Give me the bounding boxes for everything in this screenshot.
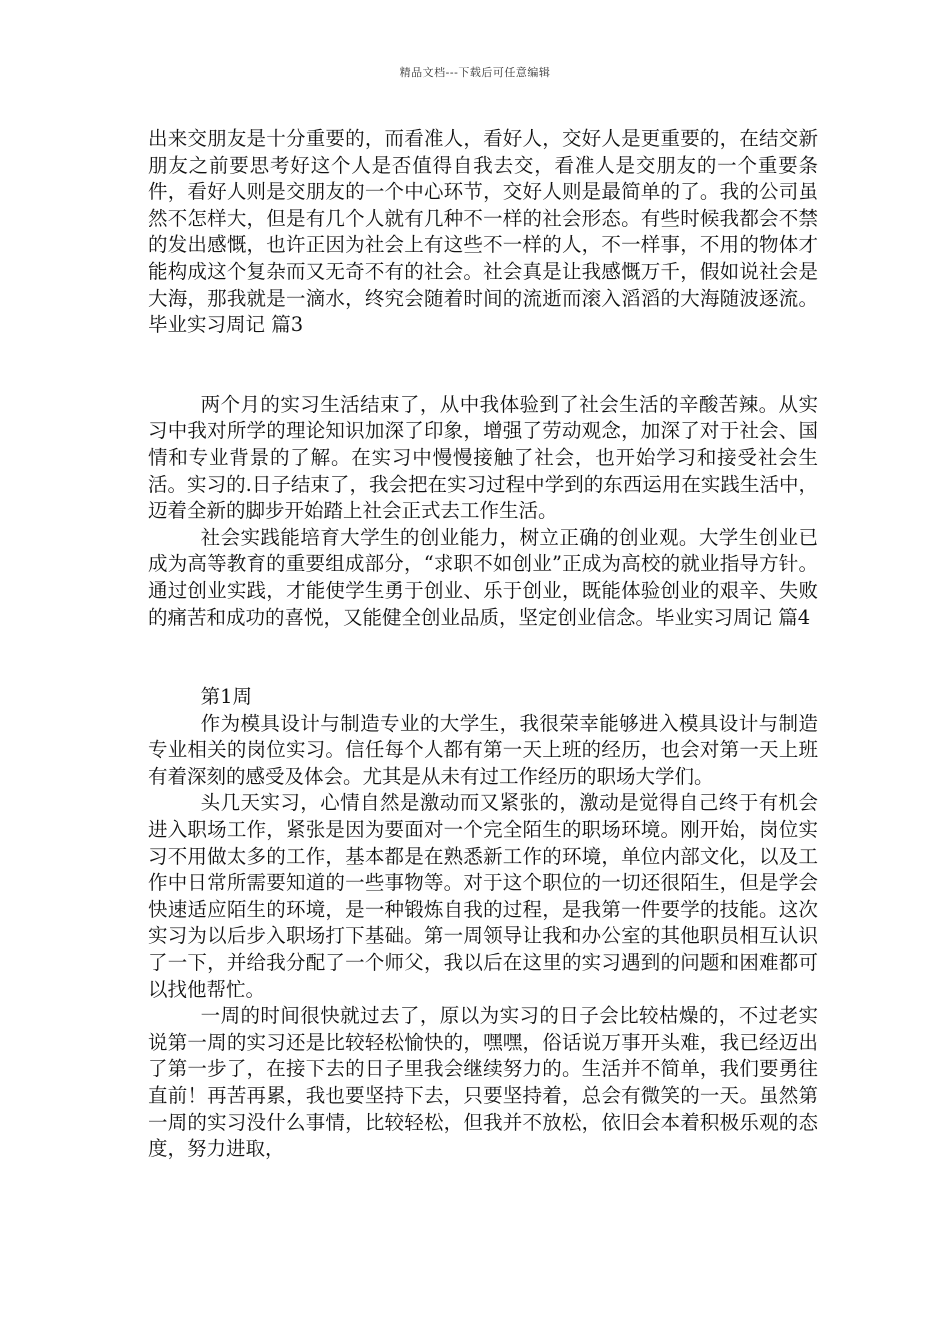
paragraph-spacer [148,339,818,392]
week-heading: 第1周 [200,685,253,709]
paragraph-5: 作为模具设计与制造专业的大学生，我很荣幸能够进入模具设计与制造专业相关的岗位实习。信任每个人都有第一天上班的经历，也会对第一天上班有着深刻的感受及体会。尤其是从未有过工作经历的职场大学们。 [148,711,818,788]
paragraph-3: 社会实践能培育大学生的创业能力，树立正确的创业观。大学生创业已成为高等教育的重要组成部分，“求职不如创业”正成为高校的就业指导方针。通过创业实践，才能使学生勇于创业、乐于创业，既能体验创业的艰辛、失败的痛苦和成功的喜悦，又能健全创业品质，坚定创业信念。毕业实习周记 篇4 [148,525,818,629]
paragraph-2: 两个月的实习生活结束了，从中我体验到了社会生活的辛酸苦辣。从实习中我对所学的理论知识加深了印象，增强了劳动观念，加深了对于社会、国情和专业背景的了解。在实习中慢慢接触了社会，也开始学习和接受社会生活。实习的.日子结束了，我会把在实习过程中学到的东西运用在实践生活中，迈着全新的脚步开始踏上社会正式去工作生活。 [148,392,818,523]
paragraph-6: 头几天实习，心情自然是激动而又紧张的，激动是觉得自己终于有机会进入职场工作，紧张是因为要面对一个完全陌生的职场环境。刚开始，岗位实习不用做太多的工作，基本都是在熟悉新工作的环境，单位内部文化，以及工作中日常所需要知道的一些事物等。对于这个职位的一切还很陌生，但是学会快速适应陌生的环境，是一种锻炼自我的过程，是我第一件要学的技能。这次实习为以后步入职场打下基础。第一周领导让我和办公室的其他职员相互认识了一下，并给我分配了一个师父，我以后在这里的实习遇到的问题和困难都可以找他帮忙。 [148,791,818,1001]
paragraph-7: 一周的时间很快就过去了，原以为实习的日子会比较枯燥的，不过老实说第一周的实习还是比较轻松愉快的，嘿嘿，俗话说万事开头难，我已经迈出了第一步了，在接下去的日子里我会继续努力的。生活并不简单，我们要勇往直前！再苦再累，我也要坚持下去，只要坚持着，总会有微笑的一天。虽然第一周的实习没什么事情，比较轻松，但我并不放松，依旧会本着积极乐观的态度，努力进取， [148,1004,818,1161]
paragraph-spacer [148,631,818,684]
paragraph-1: 出来交朋友是十分重要的，而看准人，看好人，交好人是更重要的，在结交新朋友之前要思考好这个人是否值得自我去交，看准人是交朋友的一个重要条件，看好人则是交朋友的一个中心环节，交好人则是最简单的了。我的公司虽然不怎样大，但是有几个人就有几种不一样的社会形态。有些时候我都会不禁的发出感慨，也许正因为社会上有这些不一样的人，不一样事，不用的物体才能构成这个复杂而又无奇不有的社会。社会真是让我感慨万千，假如说社会是大海，那我就是一滴水，终究会随着时间的流逝而滚入滔滔的大海随波逐流。毕业实习周记 篇3 [148,127,818,337]
document-body [148,126,818,1163]
page-header: 精品文档---下载后可任意编辑 [399,66,551,79]
